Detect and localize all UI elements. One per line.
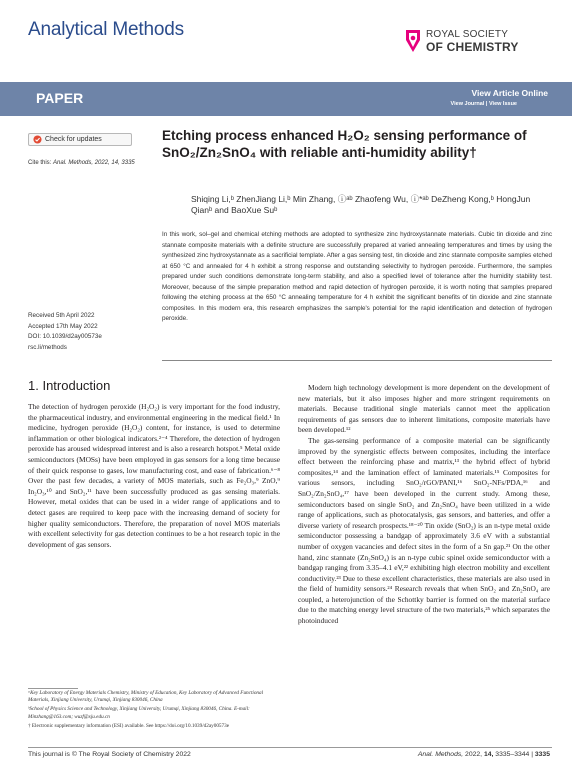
received-date: Received 5th April 2022 <box>28 312 95 319</box>
footer-copyright: This journal is © The Royal Society of Chemistry 2022 <box>28 751 191 758</box>
abstract-divider <box>162 360 552 361</box>
publisher-name-line1: ROYAL SOCIETY <box>426 29 509 40</box>
check-for-updates-label: Check for updates <box>45 136 102 143</box>
accepted-date: Accepted 17th May 2022 <box>28 322 98 330</box>
journal-name: Analytical Methods <box>28 19 184 40</box>
citation-info <box>28 159 138 167</box>
check-for-updates-button[interactable] <box>28 133 132 146</box>
check-updates-icon <box>33 135 42 144</box>
intro-paragraph-3: The gas-sensing performance of a composite material can be significantly improved by the synergistic effects between composites, including the interface effect between the reinforcing phase and matrix,¹³ the hybrid effect of hybrid composites,¹⁴ and the lamination effect of laminated materials.¹⁵ Composites for various sensors, including SnO₂/rGO/PANI,¹⁶ SnO₂-NFs/PDA,¹⁶ and SnO₂/Zn₂SnO₄,¹⁷ have been developed in the current study. Among these, semiconductors based on single SnO₂ and Zn₂SnO₄ have been utilized in a wide range of applications, such as photocatalysis, gas sensors, and batteries, and offer a diverse variety of research prospects.¹⁸⁻²⁰ Tin oxide (SnO₂) is an n-type metal oxide semiconductor possessing a bandgap of approximately 3.6 eV with a substantial number of oxygen vacancies and defect sites in the form of a Sn gap.²¹ On the other hand, zinc stannate (Zn₂SnO₄) is an n-type cubic spinel oxide semiconductor with a bandgap ranging from 3.35–4.1 eV,²² exhibiting high electron mobility and excellent conductivity.²³ Due to these excellent characteristics, these materials are also used in the field of humidity sensors.²⁴ Research reveals that when SnO₂ and Zn₂SnO₄ are coupled, a heterojunction of the Schottky barrier is formed on the material surface due to the matching energy level structure of the two materials,²⁵ which separates the photoinduced <box>298 435 550 626</box>
intro-paragraph-2: Modern high technology development is more dependent on the development of new materials, but it also imposes higher and more stringent requirements on materials. Because traditional single materials cannot meet the application requirements of gas sensors due to inherent limitations, composite materials have been developed.¹² <box>298 383 550 435</box>
author-list: Shiqing Li,ᵇ ZhenJiang Li,ᵇ Min Zhang, ⓘᵃᵇ Zhaofeng Wu, ⓘ*ᵃᵇ DeZheng Kong,ᵇ HongJun Qianᵇ and BaoXue Suᵇ <box>191 194 531 215</box>
article-title: Etching process enhanced H₂O₂ sensing performance of SnO₂/Zn₂SnO₄ with reliable anti-humidity ability† <box>162 128 527 160</box>
publisher-logo <box>404 28 554 58</box>
article-type-label: PAPER <box>36 90 84 106</box>
footer-rule <box>28 747 552 748</box>
footnote-rule <box>28 688 78 689</box>
rsc-emblem-icon <box>404 28 422 54</box>
affiliation-footnotes <box>28 690 280 732</box>
footnote-esi[interactable]: † Electronic supplementary information (ESI) available. See https://doi.org/10.1039/d2ay00573e <box>28 722 230 729</box>
view-article-online-link[interactable]: View Article Online <box>471 88 548 98</box>
section-heading: 1. Introduction <box>28 378 111 393</box>
footer-year: 2022, <box>465 751 483 758</box>
intro-paragraph-1: The detection of hydrogen peroxide (H₂O₂) is very important for the food industry, the pharmaceutical industry, and environmental engineering in the medical field.¹ In medicine, hydrogen peroxide (H₂O₂) content, for instance, is used to determine inflammation or other biological indicators.²⁻⁴ Therefore, the detection of hydrogen peroxide has aroused widespread interest and is also a research hotspot.⁵ Metal oxide semiconductors (MOSs) have been employed in gas sensors for a long time because of their quick response to gases, low manufacturing cost, and ease of fabrication.⁶⁻⁸ Over the past few decades, a variety of MOS materials, such as Fe₂O₃,⁹ ZnO,⁹ In₂O₃,¹⁰ and SnO₂,¹¹ have been successfully produced as gas sensing materials. However, metal oxides that can be used in a wider range of applications and to detect gases are required to keep pace with the increasing demand of society for higher quality semiconductors. Therefore, the preparation of novel MOS materials with excellent selectivity for gas detection continues to be a hot research topic in the development of gas sensors. <box>28 402 280 549</box>
cite-text: Anal. Methods, 2022, 14, 3335 <box>53 160 135 166</box>
footer-pages: 3335–3344 <box>495 751 530 758</box>
footnote-affiliation-a: ᵃKey Laboratory of Energy Materials Chemistry, Ministry of Education, Key Laboratory of Advanced Functional Materials, Xinjiang University, Urumqi, Xinjiang 830046, China <box>28 690 264 704</box>
footer-page-number: 3335 <box>534 751 550 758</box>
publisher-name-line2: OF CHEMISTRY <box>426 40 519 54</box>
footer-journal: Anal. Methods, <box>417 751 464 758</box>
footer-citation: Anal. Methods, 2022, 14, 3335–3344 | 3335 <box>417 751 550 758</box>
journal-site-link[interactable]: rsc.li/methods <box>28 343 67 351</box>
doi[interactable]: DOI: 10.1039/d2ay00573e <box>28 333 102 340</box>
body-column-left <box>28 402 280 550</box>
abstract: In this work, sol–gel and chemical etching methods are adopted to synthesize zinc hydroxystannate materials. Cubic tin dioxide and zinc stannate composite materials with a definite structure are successfully prepared at varied annealing temperatures and times by using the synthesized zinc hydroxystannate as a sacrificial template. After a gas sensing test, tin dioxide and zinc stannate composite samples etched at 650 °C and annealed for 4 h exhibit a strong response and outstanding selectivity to hydrogen peroxide. Furthermore, the samples prepared under such conditions demonstrate long-term stability, and also a specified level of tolerance after the humidity stability test. Moreover, because of the simple preparation method and rapid detection of hydrogen peroxide, it is worth noting that samples prepared following the etching process at the 650 °C annealing temperature for 4 h exhibit the significant benefits of tin dioxide and zinc stannate composites. In this modern era, this research emphasizes the sample's potential for the rapid identification and detection of hydrogen peroxide. <box>162 231 552 322</box>
article-type-band <box>0 82 572 116</box>
view-journal-issue-links[interactable]: View Journal | View Issue <box>450 101 517 107</box>
footer-volume: 14, <box>483 751 494 758</box>
cite-label: Cite this: <box>28 160 52 166</box>
body-column-right <box>298 383 550 627</box>
footnote-affiliation-b: ᵇSchool of Physics Science and Technology, Xinjiang University, Urumqi, Xinjiang 830046, China. E-mail: Minzhang@163.com; wuzf@xju.edu.cn <box>28 706 250 720</box>
publication-dates <box>28 311 168 353</box>
